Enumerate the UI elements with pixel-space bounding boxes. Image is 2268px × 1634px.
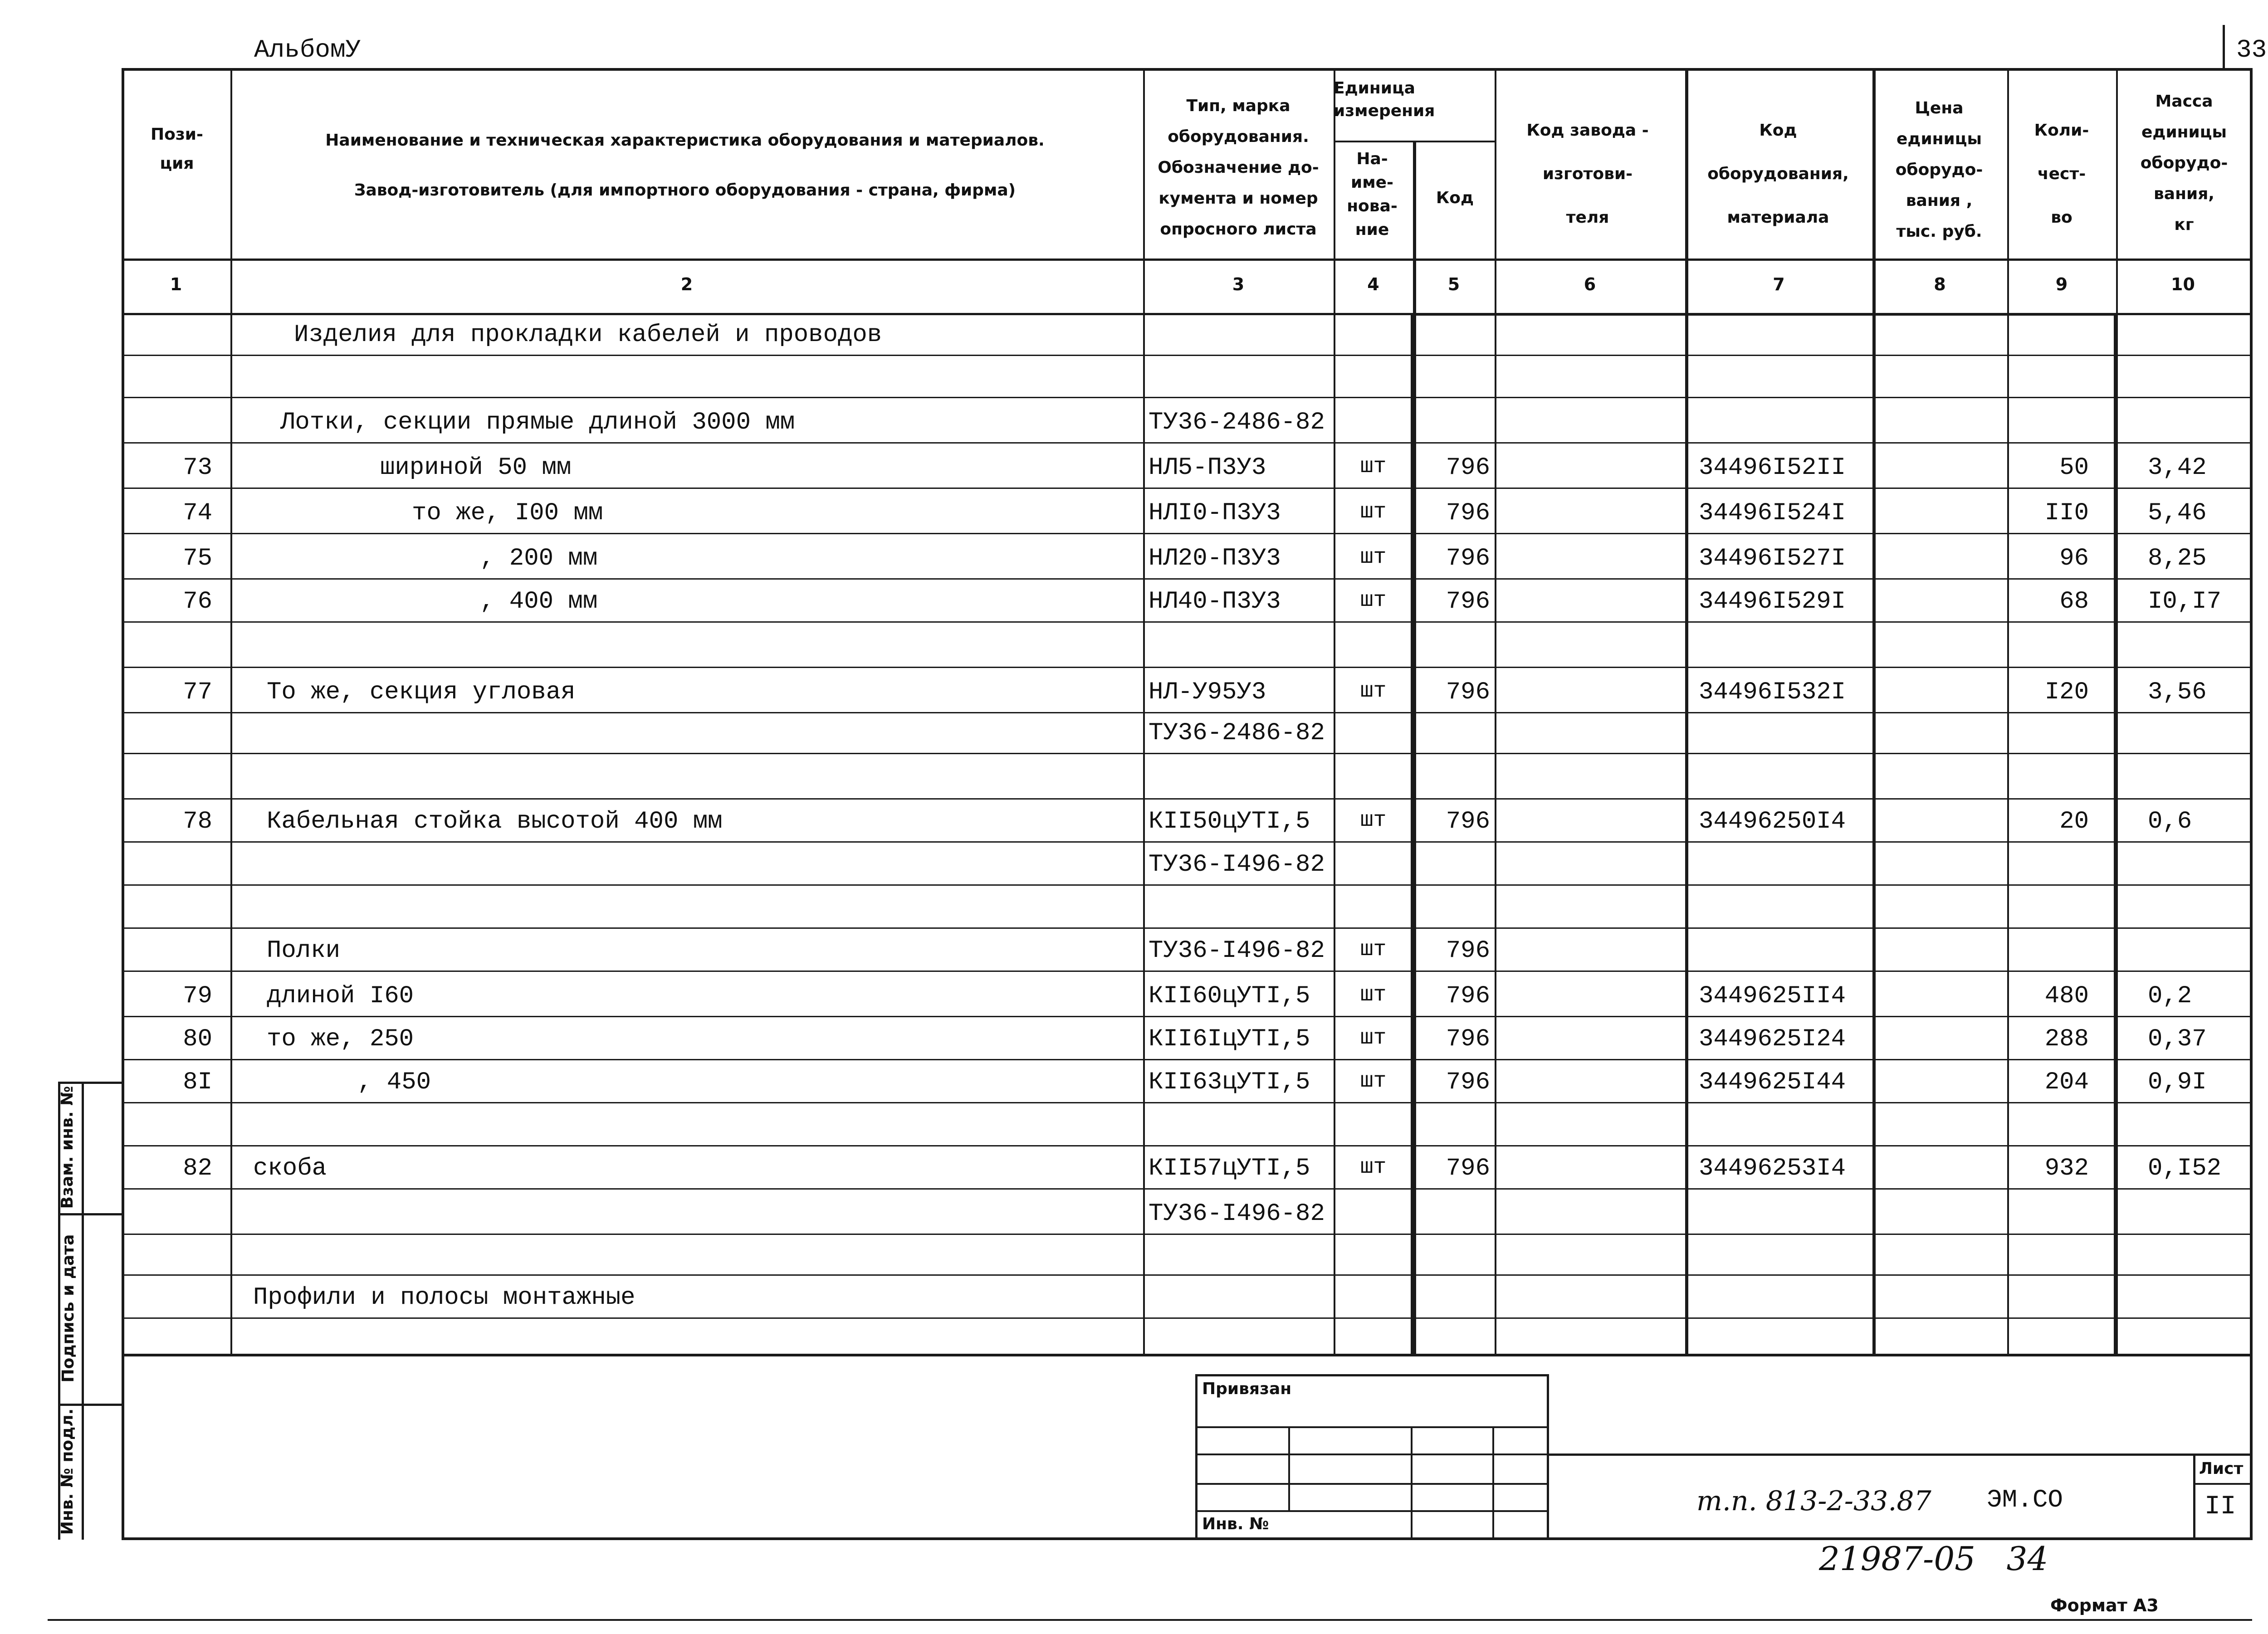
header-name: Наименование и техническая характеристика оборудования и материалов. Завод-изготовитель (для импортного оборудования - страна, фирма) bbox=[325, 131, 1045, 200]
cell-unit: шт bbox=[1360, 1069, 1387, 1093]
cell-mass: 3,56 bbox=[2148, 678, 2207, 706]
footer-rule bbox=[48, 1619, 2252, 1621]
side-label-replaced-inv: Взам. инв. № bbox=[58, 1086, 77, 1209]
cell-qty: 288 bbox=[2044, 1025, 2089, 1053]
cell-unit: шт bbox=[1360, 588, 1387, 613]
stamp-inv-label: Инв. № bbox=[1202, 1515, 1269, 1533]
cell-code: 796 bbox=[1446, 678, 1490, 706]
cell-type: КII63цУТI,5 bbox=[1149, 1068, 1310, 1096]
row-divider bbox=[122, 442, 2250, 444]
row-divider bbox=[122, 798, 2250, 800]
column-number: 6 bbox=[1584, 274, 1596, 294]
cell-name: Кабельная стойка высотой 400 мм bbox=[267, 808, 723, 835]
cell-name: Полки bbox=[267, 937, 341, 965]
row-divider bbox=[122, 578, 2250, 580]
cell-pos: 79 bbox=[183, 982, 212, 1010]
cell-type: КII60цУТI,5 bbox=[1149, 982, 1310, 1010]
cell-code: 796 bbox=[1446, 588, 1490, 615]
document-code: т.п. 813-2-33.87 bbox=[1696, 1485, 1931, 1517]
row-divider bbox=[122, 397, 2250, 398]
cell-mass: 0,6 bbox=[2148, 808, 2192, 835]
row-divider bbox=[122, 927, 2250, 929]
row-divider bbox=[122, 1145, 2250, 1146]
cell-type: НЛ-У95У3 bbox=[1149, 678, 1266, 706]
bold-block-right bbox=[2114, 313, 2117, 1354]
cell-unit: шт bbox=[1360, 983, 1387, 1007]
cell-mass: 0,I52 bbox=[2148, 1155, 2222, 1182]
cell-mass: 0,2 bbox=[2148, 982, 2192, 1010]
cell-code: 796 bbox=[1446, 1025, 1490, 1053]
column-number: 9 bbox=[2055, 274, 2068, 294]
page-number: 33 bbox=[2236, 35, 2267, 64]
cell-qty: I20 bbox=[2044, 678, 2089, 706]
table-bottom-border bbox=[122, 1354, 2250, 1356]
cell-mass: 3,42 bbox=[2148, 454, 2207, 482]
cell-code: 796 bbox=[1446, 454, 1490, 482]
row-divider bbox=[122, 971, 2250, 972]
cell-name: То же, секция угловая bbox=[267, 678, 576, 706]
row-divider bbox=[122, 1016, 2250, 1017]
side-label-original-inv: Инв. № подл. bbox=[58, 1408, 77, 1535]
row-divider bbox=[122, 753, 2250, 754]
cell-name: , 400 мм bbox=[480, 588, 598, 615]
table-top-border bbox=[122, 68, 2250, 71]
cell-name: Лотки, секции прямые длиной 3000 мм bbox=[280, 409, 795, 436]
cell-type: ТУ36-2486-82 bbox=[1149, 409, 1325, 436]
sheet-label: Лист bbox=[2199, 1459, 2244, 1478]
cell-type: КII50цУТI,5 bbox=[1149, 808, 1310, 835]
row-divider bbox=[122, 884, 2250, 886]
row-divider bbox=[122, 1188, 2250, 1190]
cell-pos: 75 bbox=[183, 545, 212, 572]
cell-eqcode: 34496I529I bbox=[1699, 588, 1846, 615]
header-bottom-border bbox=[122, 259, 2250, 261]
column-number: 1 bbox=[170, 274, 182, 294]
cell-name: длиной I60 bbox=[267, 982, 414, 1010]
album-label: АльбомУ bbox=[254, 35, 361, 64]
cell-mass: 0,37 bbox=[2148, 1025, 2207, 1053]
cell-eqcode: 3449625I44 bbox=[1699, 1068, 1846, 1096]
cell-unit: шт bbox=[1360, 500, 1387, 524]
cell-name: Профили и полосы монтажные bbox=[253, 1284, 635, 1312]
cell-name: скоба bbox=[253, 1155, 327, 1182]
cell-unit: шт bbox=[1360, 1155, 1387, 1180]
row-divider bbox=[122, 1059, 2250, 1060]
header-unit-name: На- име- нова- ние bbox=[1347, 150, 1398, 239]
cell-unit: шт bbox=[1360, 679, 1387, 703]
row-divider bbox=[122, 1102, 2250, 1103]
cell-pos: 78 bbox=[183, 808, 212, 835]
cell-qty: 68 bbox=[2059, 588, 2089, 615]
cell-pos: 73 bbox=[183, 454, 212, 482]
column-divider bbox=[1872, 68, 1876, 1354]
header-equipment-code: Код оборудования, материала bbox=[1707, 121, 1849, 227]
header-unit-code: Код bbox=[1436, 189, 1474, 207]
cell-type: НЛ20-П3У3 bbox=[1149, 545, 1281, 572]
cell-qty: 932 bbox=[2044, 1155, 2089, 1182]
row-divider bbox=[122, 488, 2250, 489]
header-price: Цена единицы оборудо- вания , тыс. руб. bbox=[1895, 99, 1983, 241]
bold-block-top bbox=[1413, 313, 2116, 316]
cell-code: 796 bbox=[1446, 1068, 1490, 1096]
cell-type: ТУ36-I496-82 bbox=[1149, 851, 1325, 878]
cell-pos: 76 bbox=[183, 588, 212, 615]
cell-eqcode: 34496I532I bbox=[1699, 678, 1846, 706]
side-label-signature-date: Подпись и дата bbox=[59, 1234, 78, 1383]
cell-code: 796 bbox=[1446, 808, 1490, 835]
cell-code: 796 bbox=[1446, 499, 1490, 527]
cell-type: КII6IцУТI,5 bbox=[1149, 1025, 1310, 1053]
row-divider bbox=[122, 355, 2250, 356]
header-position: Пози- ция bbox=[151, 125, 203, 173]
cell-eqcode: 34496I527I bbox=[1699, 545, 1846, 572]
column-divider bbox=[1685, 68, 1688, 1354]
table-right-border bbox=[2250, 68, 2253, 1540]
cell-name: , 450 bbox=[357, 1068, 431, 1096]
header-factory-code: Код завода - изготови- теля bbox=[1526, 121, 1649, 227]
column-number: 3 bbox=[1232, 274, 1245, 294]
row-divider bbox=[122, 1234, 2250, 1235]
row-divider bbox=[122, 841, 2250, 843]
header-quantity: Коли- чест- во bbox=[2034, 121, 2089, 227]
cell-name: Изделия для прокладки кабелей и проводов bbox=[294, 321, 882, 349]
cell-eqcode: 34496253I4 bbox=[1699, 1155, 1846, 1182]
cell-unit: шт bbox=[1360, 545, 1387, 570]
cell-type: КII57цУТI,5 bbox=[1149, 1155, 1310, 1182]
cell-type: НЛI0-П3У3 bbox=[1149, 499, 1281, 527]
header-mass: Масса единицы оборудо- вания, кг bbox=[2140, 92, 2228, 234]
cell-mass: 0,9I bbox=[2148, 1068, 2207, 1096]
cell-eqcode: 34496I524I bbox=[1699, 499, 1846, 527]
cell-eqcode: 3449625I24 bbox=[1699, 1025, 1846, 1053]
cell-name: шириной 50 мм bbox=[380, 454, 572, 482]
cell-qty: 50 bbox=[2059, 454, 2089, 482]
cell-eqcode: 34496250I4 bbox=[1699, 808, 1846, 835]
cell-unit: шт bbox=[1360, 1026, 1387, 1050]
cell-qty: II0 bbox=[2044, 499, 2089, 527]
row-divider bbox=[122, 667, 2250, 668]
cell-type: ТУ36-2486-82 bbox=[1149, 719, 1325, 747]
cell-qty: 20 bbox=[2059, 808, 2089, 835]
column-number: 10 bbox=[2171, 274, 2195, 294]
cell-qty: 96 bbox=[2059, 545, 2089, 572]
document-suffix: ЭМ.СО bbox=[1987, 1485, 2063, 1514]
page-number-divider bbox=[2223, 25, 2225, 68]
cell-code: 796 bbox=[1446, 982, 1490, 1010]
cell-unit: шт bbox=[1360, 937, 1387, 962]
column-divider bbox=[1495, 68, 1496, 1354]
cell-unit: шт bbox=[1360, 808, 1387, 833]
cell-eqcode: 34496I52II bbox=[1699, 454, 1846, 482]
cell-qty: 480 bbox=[2044, 982, 2089, 1010]
cell-eqcode: 3449625II4 bbox=[1699, 982, 1846, 1010]
cell-unit: шт bbox=[1360, 454, 1387, 479]
header-type: Тип, марка оборудования. Обозначение до- кумента и номер опросного листа bbox=[1158, 97, 1319, 239]
side-strip-divider bbox=[82, 1082, 84, 1540]
header-unit-2: измерения bbox=[1334, 102, 1435, 120]
cell-pos: 74 bbox=[183, 499, 212, 527]
cell-mass: 5,46 bbox=[2148, 499, 2207, 527]
sheet-number: II bbox=[2204, 1492, 2236, 1522]
cell-name: то же, 250 bbox=[267, 1025, 414, 1053]
column-number: 4 bbox=[1367, 274, 1379, 294]
cell-code: 796 bbox=[1446, 1155, 1490, 1182]
column-number: 8 bbox=[1934, 274, 1946, 294]
cell-code: 796 bbox=[1446, 937, 1490, 965]
column-number: 5 bbox=[1447, 274, 1460, 294]
row-divider bbox=[122, 621, 2250, 623]
cell-mass: I0,I7 bbox=[2148, 588, 2222, 615]
row-divider bbox=[122, 1317, 2250, 1319]
row-divider bbox=[122, 533, 2250, 534]
row-divider bbox=[122, 712, 2250, 713]
cell-type: ТУ36-I496-82 bbox=[1149, 937, 1325, 965]
cell-qty: 204 bbox=[2044, 1068, 2089, 1096]
cell-type: ТУ36-I496-82 bbox=[1149, 1200, 1325, 1228]
column-divider bbox=[230, 68, 232, 1354]
cell-name: то же, I00 мм bbox=[412, 499, 603, 527]
cell-pos: 8I bbox=[183, 1068, 212, 1096]
cell-pos: 77 bbox=[183, 678, 212, 706]
header-unit: Единица bbox=[1334, 79, 1415, 98]
stamp-attached-label: Привязан bbox=[1202, 1380, 1292, 1398]
cell-pos: 82 bbox=[183, 1155, 212, 1182]
cell-type: НЛ40-П3У3 bbox=[1149, 588, 1281, 615]
row-divider bbox=[122, 1274, 2250, 1276]
cell-name: , 200 мм bbox=[480, 545, 598, 572]
column-number: 2 bbox=[680, 274, 693, 294]
column-divider bbox=[1143, 68, 1145, 1354]
handwritten-number: 21987-05 34 bbox=[1819, 1540, 2048, 1578]
cell-type: НЛ5-П3У3 bbox=[1149, 454, 1266, 482]
cell-mass: 8,25 bbox=[2148, 545, 2207, 572]
cell-pos: 80 bbox=[183, 1025, 212, 1053]
cell-code: 796 bbox=[1446, 545, 1490, 572]
column-number: 7 bbox=[1773, 274, 1785, 294]
format-label: Формат А3 bbox=[2050, 1595, 2159, 1615]
